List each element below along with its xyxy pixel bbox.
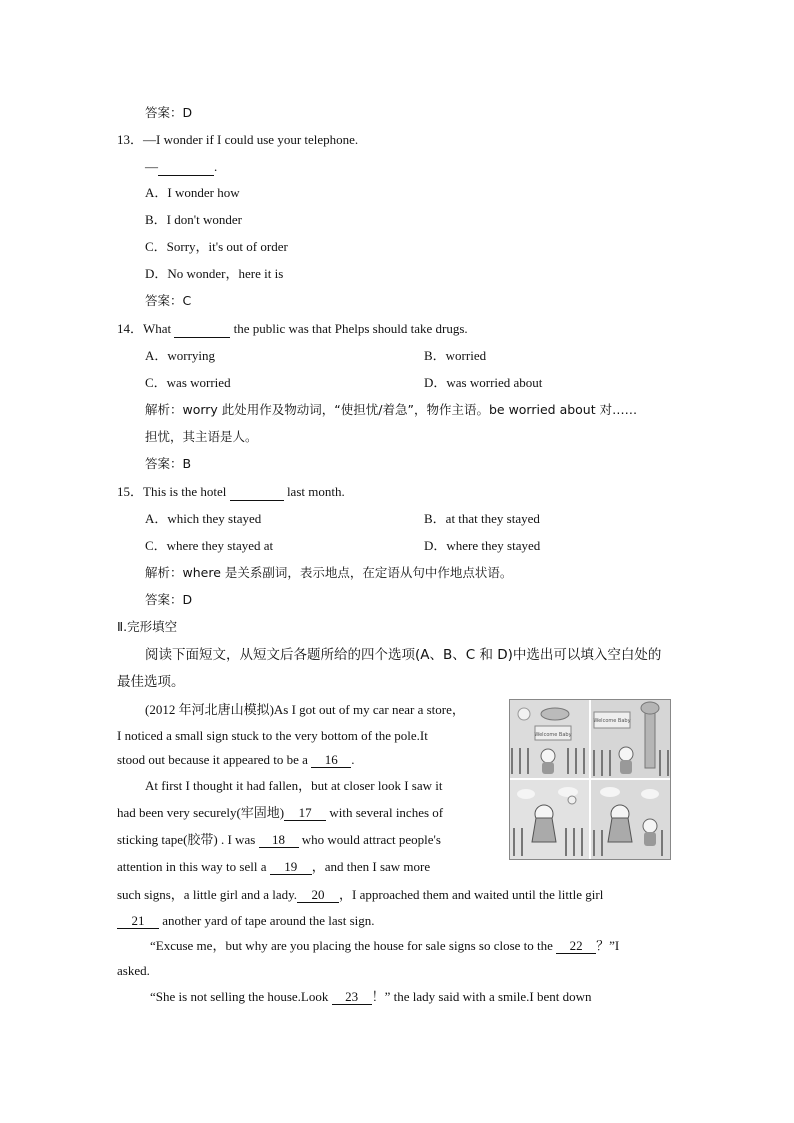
blank-19: 19 [270, 860, 312, 875]
passage-line-11: asked. [117, 963, 150, 978]
q14-answer: 答案：B [145, 456, 192, 471]
q13-reply-end: . [214, 159, 218, 174]
q13-option-d: D．No wonder，here it is [145, 266, 284, 281]
passage-line-8 [117, 887, 603, 903]
illustration-caption-a: Welcome Baby [534, 732, 572, 738]
q15-stem-pre: This is the hotel [143, 484, 227, 499]
passage-line-5-text: had been very securely(牢固地) [117, 805, 285, 820]
q15-option-d: D．where they stayed [424, 538, 541, 553]
q14-stem-pre: What [143, 321, 172, 336]
q13-reply-dash: — [145, 159, 158, 174]
blank-20: 20 [297, 888, 339, 903]
q13-answer: 答案：C [145, 293, 192, 308]
section-instruction-line1: 阅读下面短文，从短文后各题所给的四个选项(A、B、C 和 D)中选出可以填入空白处的 [145, 647, 662, 663]
blank-22: 22 [556, 939, 596, 954]
blank-21: 21 [117, 914, 159, 929]
passage-line-3-end: . [351, 752, 355, 767]
q14-option-a: A．worrying [145, 348, 216, 363]
q14-option-c: C．was worried [145, 375, 231, 390]
q13-reply [145, 159, 217, 176]
passage-line-6-end: who would attract people's [301, 832, 441, 847]
passage-illustration [509, 699, 671, 860]
q13-option-c: C．Sorry，it's out of order [145, 239, 288, 254]
q13-stem [117, 132, 358, 148]
q14-analysis-line1: 解析：worry 此处用作及物动词，“使担忧/着急”，物作主语。be worried about 对…… [145, 402, 638, 417]
q12-answer: 答案：D [145, 105, 193, 120]
passage-line-3 [117, 752, 354, 768]
q13-stem-text: —I wonder if I could use your telephone. [143, 132, 359, 147]
illustration-svg [510, 700, 670, 859]
passage-line-2: I noticed a small sign stuck to the very bottom of the pole.It [117, 728, 428, 743]
illustration-caption-b: Welcome Baby [593, 718, 631, 724]
q15-stem-post: last month. [286, 484, 345, 499]
q15-analysis: 解析：where 是关系副词，表示地点，在定语从句中作地点状语。 [145, 565, 513, 580]
blank-18: 18 [259, 833, 299, 848]
passage-line-6-text: sticking tape(胶带) . I was [117, 832, 256, 847]
q14-option-d: D．was worried about [424, 375, 543, 390]
q13-option-b: B．I don't wonder [145, 212, 242, 227]
blank-16: 16 [311, 753, 351, 768]
passage-line-5 [117, 805, 443, 821]
passage-line-7-end: ，and then I saw more [311, 859, 431, 874]
passage-line-4: At first I thought it had fallen，but at closer look I saw it [145, 778, 443, 793]
q13-blank [158, 159, 214, 176]
passage-line-9 [117, 913, 375, 929]
passage-line-8-text: such signs，a little girl and a lady. [117, 887, 298, 902]
q13-option-a: A．I wonder how [145, 185, 240, 200]
q14-number: 14． [117, 321, 144, 336]
q13-number: 13． [117, 132, 144, 147]
q15-answer: 答案：D [145, 592, 193, 607]
blank-17: 17 [284, 806, 326, 821]
q14-option-b: B．worried [424, 348, 487, 363]
passage-line-12-text: “She is not selling the house.Look [150, 989, 329, 1004]
passage-line-3-text: stood out because it appeared to be a [117, 752, 308, 767]
q15-blank [230, 484, 284, 501]
q14-blank [174, 321, 230, 338]
q15-option-c: C．where they stayed at [145, 538, 274, 553]
passage-line-7 [117, 859, 430, 875]
passage-line-10-end: ？”I [596, 938, 620, 953]
passage-line-10-text: “Excuse me，but why are you placing the house for sale signs so close to the [150, 938, 553, 953]
q15-number: 15． [117, 484, 144, 499]
passage-line-6 [117, 832, 441, 848]
q15-stem [117, 484, 345, 501]
q15-option-b: B．at that they stayed [424, 511, 540, 526]
passage-line-1: (2012 年河北唐山模拟)As I got out of my car near a store， [145, 702, 465, 717]
section-title: Ⅱ.完形填空 [117, 619, 178, 634]
blank-23: 23 [332, 990, 372, 1005]
q14-analysis-line2: 担忧，其主语是人。 [145, 429, 258, 444]
passage-line-10 [150, 938, 619, 954]
q14-stem [117, 321, 468, 338]
passage-line-7-text: attention in this way to sell a [117, 859, 267, 874]
section-instruction-line2: 最佳选项。 [117, 674, 185, 690]
passage-line-9-end: another yard of tape around the last sign. [162, 913, 375, 928]
passage-line-5-end: with several inches of [329, 805, 444, 820]
q14-stem-post: the public was that Phelps should take drugs. [233, 321, 468, 336]
passage-line-12-end: ！” the lady said with a smile.I bent down [371, 989, 592, 1004]
passage-line-12 [150, 989, 592, 1005]
passage-line-8-end: ，I approached them and waited until the little girl [339, 887, 604, 902]
q15-option-a: A．which they stayed [145, 511, 262, 526]
